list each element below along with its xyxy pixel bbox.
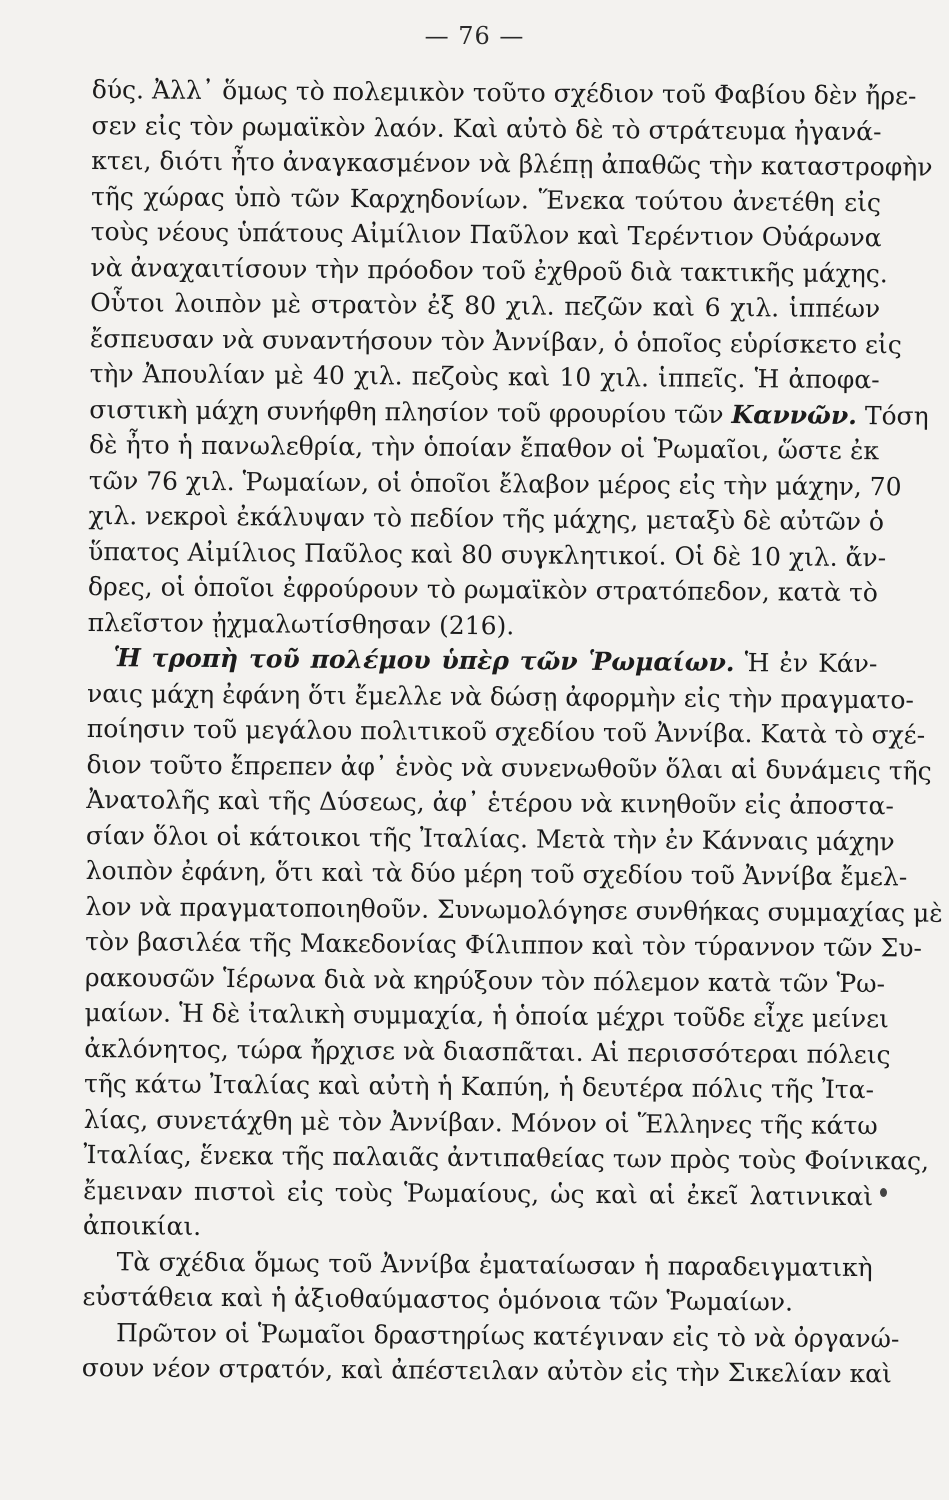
text-line: λίας, συνετάχθη μὲ τὸν Ἀννίβαν. Μόνον οἱ Ἕλληνες τῆς κάτω bbox=[83, 1104, 878, 1140]
text-line: Ἀνατολῆς καὶ τῆς Δύσεως, ἀφ᾽ ἑτέρου νὰ κινηθοῦν εἰς ἀποστα- bbox=[86, 784, 895, 821]
text-line: τὸν βασιλέα τῆς Μακεδονίας Φίλιππον καὶ τὸν τύραννον τῶν Συ- bbox=[85, 926, 923, 963]
text-line: ρακουσῶν Ἱέρωνα διὰ νὰ κηρύξουν τὸν πόλεμον κατὰ τῶν Ῥω- bbox=[84, 962, 886, 998]
text-line: μαίων. Ἡ δὲ ἰταλικὴ συμμαχία, ἡ ὁποία μέχρι τοῦδε εἶχε μείνει bbox=[84, 997, 890, 1034]
text-line: δὲ ἦτο ἡ πανωλεθρία, τὴν ὁποίαν ἔπαθον οἱ Ῥωμαῖοι, ὥστε ἐκ bbox=[88, 429, 880, 466]
text-line: χιλ. νεκροὶ ἐκάλυψαν τὸ πεδίον τῆς μάχης, μεταξὺ δὲ αὐτῶν ὁ bbox=[88, 500, 885, 537]
text-line: κτει, διότι ἦτο ἀναγκασμένον νὰ βλέπῃ ἀπαθῶς τὴν καταστροφὴν bbox=[91, 145, 933, 182]
text-line: λοιπὸν ἐφάνη, ὅτι καὶ τὰ δύο μέρη τοῦ σχεδίου τοῦ Ἀννίβα ἔμελ- bbox=[85, 855, 908, 892]
text-line: τοὺς νέους ὑπάτους Αἰμίλιον Παῦλον καὶ Τερέντιον Οὐάρωνα bbox=[90, 216, 882, 253]
text-line: δρες, οἱ ὁποῖοι ἐφρούρουν τὸ ρωμαϊκὸν στρατόπεδον, κατὰ τὸ bbox=[87, 571, 879, 608]
body-text bbox=[81, 72, 943, 1392]
text-line: ἀκλόνητος, τώρα ἤρχισε νὰ διασπᾶται. Αἱ περισσότεραι πόλεις bbox=[84, 1033, 891, 1069]
text-line: σίαν ὅλοι οἱ κάτοικοι τῆς Ἰταλίας. Μετὰ τὴν ἐν Κάνναις μάχην bbox=[85, 820, 895, 856]
bold-place-name: Καννῶν. bbox=[731, 399, 858, 430]
text-line: ἀποικίαι. bbox=[82, 1210, 202, 1241]
text-line: ποίησιν τοῦ μεγάλου πολιτικοῦ σχεδίου τοῦ Ἀννίβα. Κατὰ τὸ σχέ- bbox=[86, 713, 926, 750]
section-heading: Ἡ τροπὴ τοῦ πολέμου ὑπὲρ τῶν Ῥωμαίων. bbox=[113, 643, 735, 678]
text-line: Τὰ σχέδια ὅμως τοῦ Ἀννίβα ἐματαίωσαν ἡ παραδειγματικὴ bbox=[116, 1246, 873, 1282]
page-number: — 76 — bbox=[424, 22, 525, 50]
text-line: τῶν 76 χιλ. Ῥωμαίων, οἱ ὁποῖοι ἔλαβον μέρος εἰς τὴν μάχην, 70 bbox=[88, 465, 902, 501]
text-line: σουν νέον στρατόν, καὶ ἀπέστειλαν αὐτὸν εἰς τὴν Σικελίαν καὶ bbox=[81, 1352, 893, 1389]
text-line: τῆς χώρας ὑπὸ τῶν Καρχηδονίων. Ἕνεκα τούτου ἀνετέθη εἰς bbox=[90, 181, 882, 217]
text-line: δύς. Ἀλλ᾽ ὅμως τὸ πολεμικὸν τοῦτο σχέδιον τοῦ Φαβίου δὲν ἤρε- bbox=[91, 74, 917, 111]
text-line: τῆς κάτω Ἰταλίας καὶ αὐτὴ ἡ Καπύη, ἡ δευτέρα πόλις τῆς Ἰτα- bbox=[83, 1068, 875, 1105]
text-segment: Ἡ ἐν Κάν- bbox=[744, 648, 878, 679]
text-segment: σιστικὴ μάχη συνήφθη πλησίον τοῦ φρουρίου τῶν bbox=[89, 394, 724, 429]
text-line: διον τοῦτο ἔπρεπεν ἀφ᾽ ἑνὸς νὰ συνενωθοῦν ὅλαι αἱ δυνάμεις τῆς bbox=[86, 749, 932, 786]
text-line: ἔμειναν πιστοὶ εἰς τοὺς Ῥωμαίους, ὡς καὶ αἱ ἐκεῖ λατινικαὶ bbox=[83, 1175, 874, 1211]
text-segment: Τόση bbox=[864, 400, 929, 431]
text-line: πλεῖστον ᾐχμαλωτίσθησαν (216). bbox=[87, 607, 515, 640]
ink-spot bbox=[880, 1188, 887, 1197]
text-line: ναις μάχη ἐφάνη ὅτι ἔμελλε νὰ δώσῃ ἀφορμὴν εἰς τὴν πραγματο- bbox=[87, 678, 915, 714]
text-line: Πρῶτον οἱ Ῥωμαῖοι δραστηρίως κατέγιναν εἰς τὸ νὰ ὀργανώ- bbox=[115, 1317, 900, 1353]
text-line: σεν εἰς τὸν ρωμαϊκὸν λαόν. Καὶ αὐτὸ δὲ τὸ στράτευμα ἠγανά- bbox=[91, 110, 882, 146]
text-line: ἔσπευσαν νὰ συναντήσουν τὸν Ἀννίβαν, ὁ ὁποῖος εὑρίσκετο εἰς bbox=[89, 323, 902, 359]
text-line: ὕπατος Αἰμίλιος Παῦλος καὶ 80 συγκλητικοί. Οἱ δὲ 10 χιλ. ἄν- bbox=[88, 536, 887, 572]
section-heading-line bbox=[87, 640, 877, 682]
text-line: Οὗτοι λοιπὸν μὲ στρατὸν ἐξ 80 χιλ. πεζῶν καὶ 6 χιλ. ἱππέων bbox=[90, 287, 881, 324]
text-line: εὐστάθεια καὶ ἡ ἀξιοθαύμαστος ὁμόνοια τῶν Ῥωμαίων. bbox=[82, 1281, 794, 1317]
text-line: τὴν Ἀπουλίαν μὲ 40 χιλ. πεζοὺς καὶ 10 χιλ. ἱππεῖς. Ἡ ἀποφα- bbox=[89, 358, 880, 395]
text-line: νὰ ἀναχαιτίσουν τὴν πρόοδον τοῦ ἐχθροῦ διὰ τακτικῆς μάχης. bbox=[90, 252, 888, 288]
text-line: Ἰταλίας, ἕνεκα τῆς παλαιᾶς ἀντιπαθείας των πρὸς τοὺς Φοίνικας, bbox=[83, 1139, 930, 1176]
text-line: λον νὰ πραγματοποιηθοῦν. Συνωμολόγησε συνθήκας συμμαχίας μὲ bbox=[85, 891, 943, 928]
